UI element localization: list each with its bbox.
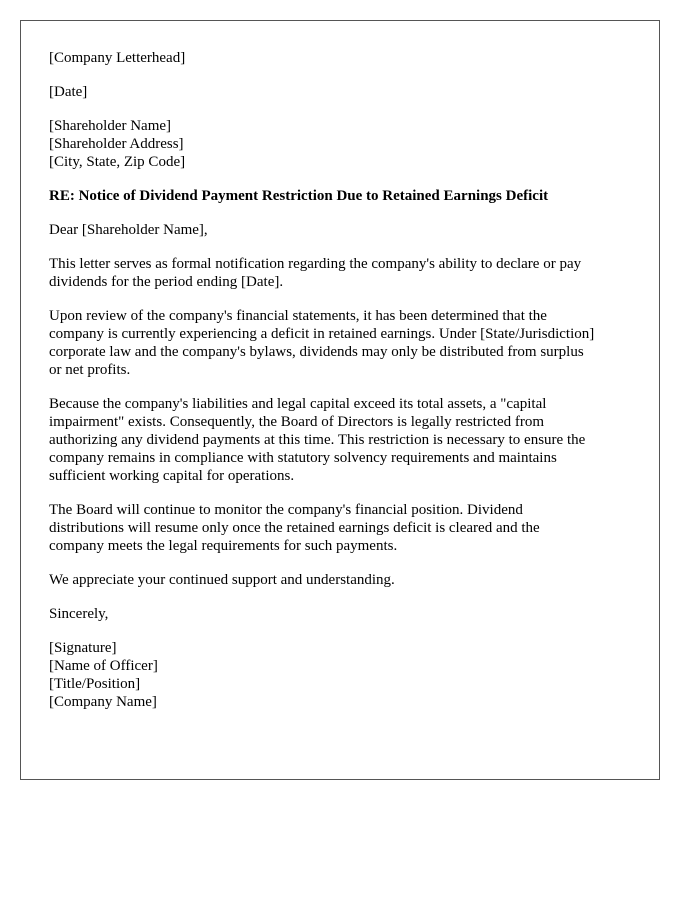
paragraph-line: Because the company's liabilities and legal capital exceed its total assets, a "capital [49,396,547,412]
officer-title: [Title/Position] [49,676,141,692]
paragraph-line: or net profits. [49,362,131,378]
recipient-address: [Shareholder Address] [49,136,184,152]
paragraph-line: Upon review of the company's financial statements, it has been determined that the [49,308,547,324]
recipient-name: [Shareholder Name] [49,118,172,134]
signature-placeholder: [Signature] [49,640,117,656]
body-paragraph-2 [49,307,631,379]
body-paragraph-5 [49,571,631,589]
paragraph-line: distributions will resume only once the retained earnings deficit is cleared and the [49,520,540,536]
closing [49,605,631,623]
letterhead [49,49,631,67]
date-text: [Date] [49,84,88,100]
officer-name: [Name of Officer] [49,658,158,674]
body-paragraph-4 [49,501,631,555]
subject-line [49,187,631,205]
paragraph-line: company meets the legal requirements for such payments. [49,538,398,554]
recipient-address-block [49,117,631,171]
salutation [49,221,631,239]
paragraph-line: impairment" exists. Consequently, the Board of Directors is legally restricted from [49,414,545,430]
paragraph-line: corporate law and the company's bylaws, dividends may only be distributed from surplus [49,344,584,360]
body-paragraph-3 [49,395,631,485]
salutation-text: Dear [Shareholder Name], [49,222,208,238]
paragraph-line: We appreciate your continued support and understanding. [49,572,395,588]
signature-block [49,639,631,711]
letterhead-text: [Company Letterhead] [49,50,186,66]
paragraph-line: This letter serves as formal notification regarding the company's ability to declare or pay [49,256,582,272]
letter-date [49,83,631,101]
body-paragraph-1 [49,255,631,291]
company-name: [Company Name] [49,694,157,710]
letter-page [20,20,660,780]
paragraph-line: sufficient working capital for operations. [49,468,295,484]
paragraph-line: company remains in compliance with statutory solvency requirements and maintains [49,450,557,466]
subject-text: RE: Notice of Dividend Payment Restriction Due to Retained Earnings Deficit [49,188,549,204]
paragraph-line: company is currently experiencing a deficit in retained earnings. Under [State/Jurisdiction] [49,326,595,342]
recipient-city-state-zip: [City, State, Zip Code] [49,154,186,170]
paragraph-line: dividends for the period ending [Date]. [49,274,284,290]
paragraph-line: The Board will continue to monitor the company's financial position. Dividend [49,502,523,518]
paragraph-line: authorizing any dividend payments at this time. This restriction is necessary to ensure the [49,432,586,448]
closing-text: Sincerely, [49,606,109,622]
